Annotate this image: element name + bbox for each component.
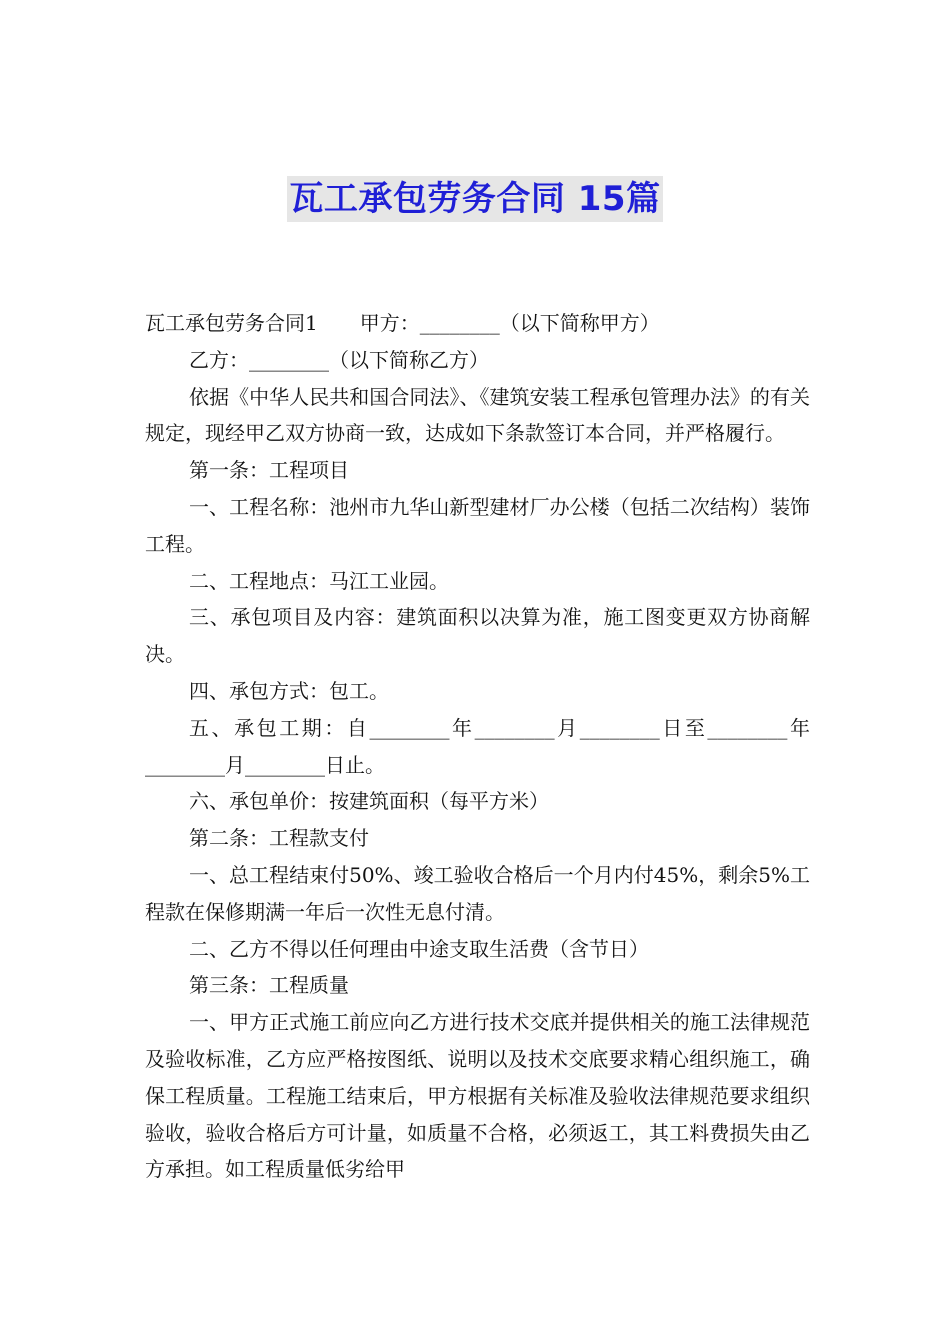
article-2-heading: 第二条：工程款支付 <box>189 826 369 851</box>
clause-project-scope: 三、承包项目及内容：建筑面积以决算为准，施工图变更双方协商解决。 <box>145 605 810 667</box>
document-title: 瓦工承包劳务合同 15篇 <box>287 176 662 222</box>
article-3-heading: 第三条：工程质量 <box>189 973 349 998</box>
clause-project-name: 一、工程名称：池州市九华山新型建材厂办公楼（包括二次结构）装饰工程。 <box>145 494 810 556</box>
contract-heading: 瓦工承包劳务合同1 <box>145 311 318 335</box>
clause-payment-schedule: 一、总工程结束付50%、竣工验收合格后一个月内付45%，剩余5%工程款在保修期满一年后一次性无息付清。 <box>145 862 810 924</box>
title-wrap <box>0 176 950 222</box>
party-b-line: 乙方：________（以下简称乙方） <box>189 347 489 372</box>
preamble-paragraph: 依据《中华人民共和国合同法》、《建筑安装工程承包管理办法》的有关规定，现经甲乙双方协商一致，达成如下条款签订本合同，并严格履行。 <box>145 384 810 446</box>
clause-contract-period: 五、承包工期：自________年________月________日至________年________月________日止。 <box>145 715 810 777</box>
clause-quality: 一、甲方正式施工前应向乙方进行技术交底并提供相关的施工法律规范及验收标准，乙方应严格按图纸、说明以及技术交底要求精心组织施工，确保工程质量。工程施工结束后，甲方根据有关标准及验收法律规范要求组织验收，验收合格后方可计量，如质量不合格，必须返工，其工料费损失由乙方承担。如工程质量低劣给甲 <box>145 1010 810 1182</box>
clause-unit-price: 六、承包单价：按建筑面积（每平方米） <box>189 789 549 814</box>
lead-line <box>145 305 810 342</box>
clause-contract-method: 四、承包方式：包工。 <box>189 678 389 703</box>
clause-no-advance: 二、乙方不得以任何理由中途支取生活费（含节日） <box>189 936 649 961</box>
clause-project-location: 二、工程地点：马江工业园。 <box>189 568 449 593</box>
article-1-heading: 第一条：工程项目 <box>189 458 349 483</box>
party-a-line: 甲方：________（以下简称甲方） <box>359 311 660 335</box>
document-body <box>145 305 810 1188</box>
